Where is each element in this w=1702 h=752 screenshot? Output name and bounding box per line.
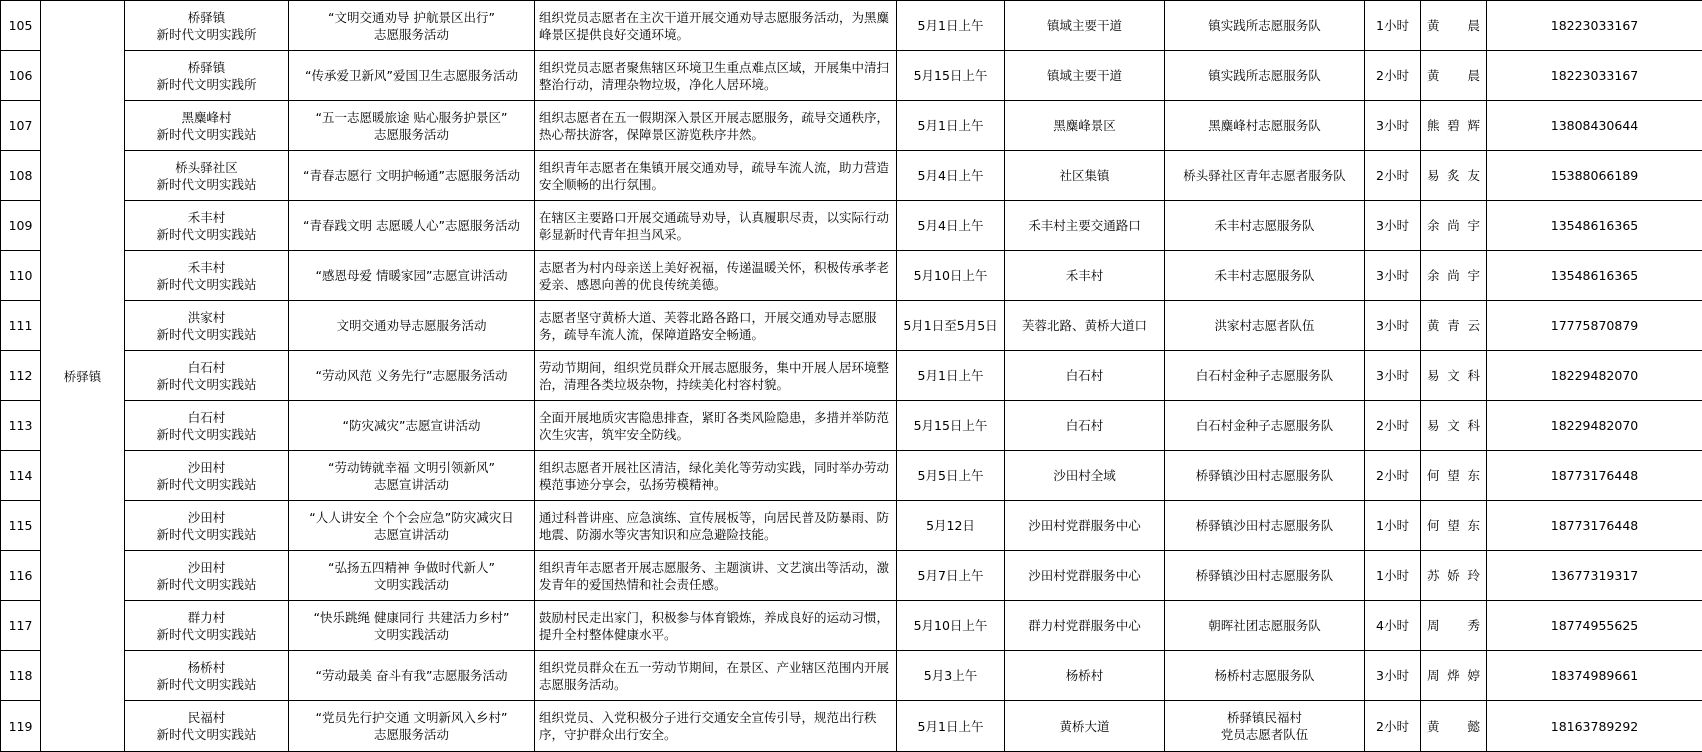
unit-cell: 桥驿镇 新时代文明实践所 xyxy=(125,51,289,101)
time-cell: 5月4日上午 xyxy=(897,151,1005,201)
unit-cell: 沙田村 新时代文明实践站 xyxy=(125,501,289,551)
duration-cell: 3小时 xyxy=(1365,251,1421,301)
seq-cell: 116 xyxy=(1,551,41,601)
team-cell: 桥驿镇沙田村志愿服务队 xyxy=(1165,551,1365,601)
seq-cell: 119 xyxy=(1,701,41,752)
contact-cell: 熊碧辉 xyxy=(1421,101,1487,151)
time-cell: 5月1日至5月5日 xyxy=(897,301,1005,351)
unit-cell: 黑麋峰村 新时代文明实践站 xyxy=(125,101,289,151)
place-cell: 沙田村全域 xyxy=(1005,451,1165,501)
duration-cell: 3小时 xyxy=(1365,201,1421,251)
place-cell: 群力村党群服务中心 xyxy=(1005,601,1165,651)
unit-cell: 桥头驿社区 新时代文明实践站 xyxy=(125,151,289,201)
phone-cell: 17775870879 xyxy=(1487,301,1702,351)
table-row xyxy=(1,601,1702,651)
activity-cell: “青春志愿行 文明护畅通”志愿服务活动 xyxy=(289,151,535,201)
seq-cell: 113 xyxy=(1,401,41,451)
duration-cell: 2小时 xyxy=(1365,401,1421,451)
content-cell: 组织志愿者在五一假期深入景区开展志愿服务，疏导交通秩序，热心帮扶游客，保障景区游览秩序井然。 xyxy=(535,101,897,151)
table-row xyxy=(1,701,1702,752)
contact-cell: 黄晨 xyxy=(1421,1,1487,51)
contact-cell: 黄懿 xyxy=(1421,701,1487,752)
duration-cell: 3小时 xyxy=(1365,651,1421,701)
duration-cell: 4小时 xyxy=(1365,601,1421,651)
table-row xyxy=(1,151,1702,201)
phone-cell: 18223033167 xyxy=(1487,51,1702,101)
table-row xyxy=(1,501,1702,551)
team-cell: 桥驿镇民福村 党员志愿者队伍 xyxy=(1165,701,1365,752)
phone-cell: 18773176448 xyxy=(1487,501,1702,551)
team-cell: 白石村金种子志愿服务队 xyxy=(1165,401,1365,451)
activity-cell: “五一志愿暖旅途 贴心服务护景区” 志愿服务活动 xyxy=(289,101,535,151)
table-row xyxy=(1,401,1702,451)
unit-cell: 民福村 新时代文明实践站 xyxy=(125,701,289,752)
content-cell: 组织党员志愿者聚焦辖区环境卫生重点难点区域，开展集中清扫整治行动，清理杂物垃圾，净化人居环境。 xyxy=(535,51,897,101)
duration-cell: 1小时 xyxy=(1365,501,1421,551)
duration-cell: 3小时 xyxy=(1365,351,1421,401)
duration-cell: 3小时 xyxy=(1365,301,1421,351)
activity-cell: 文明交通劝导志愿服务活动 xyxy=(289,301,535,351)
content-cell: 通过科普讲座、应急演练、宣传展板等，向居民普及防暴雨、防地震、防溺水等灾害知识和应急避险技能。 xyxy=(535,501,897,551)
team-cell: 桥驿镇沙田村志愿服务队 xyxy=(1165,501,1365,551)
phone-cell: 18229482070 xyxy=(1487,351,1702,401)
unit-cell: 白石村 新时代文明实践站 xyxy=(125,351,289,401)
seq-cell: 117 xyxy=(1,601,41,651)
seq-cell: 114 xyxy=(1,451,41,501)
table-row xyxy=(1,551,1702,601)
seq-cell: 118 xyxy=(1,651,41,701)
team-cell: 禾丰村志愿服务队 xyxy=(1165,201,1365,251)
place-cell: 黑麋峰景区 xyxy=(1005,101,1165,151)
contact-cell: 余尚宇 xyxy=(1421,201,1487,251)
contact-cell: 苏娇玲 xyxy=(1421,551,1487,601)
phone-cell: 18229482070 xyxy=(1487,401,1702,451)
activity-cell: “防灾减灾”志愿宣讲活动 xyxy=(289,401,535,451)
phone-cell: 15388066189 xyxy=(1487,151,1702,201)
unit-cell: 白石村 新时代文明实践站 xyxy=(125,401,289,451)
place-cell: 黄桥大道 xyxy=(1005,701,1165,752)
time-cell: 5月15日上午 xyxy=(897,51,1005,101)
content-cell: 志愿者为村内母亲送上美好祝福，传递温暖关怀，积极传承孝老爱亲、感恩向善的优良传统美德。 xyxy=(535,251,897,301)
unit-cell: 杨桥村 新时代文明实践站 xyxy=(125,651,289,701)
contact-cell: 周烨婷 xyxy=(1421,651,1487,701)
phone-cell: 13548616365 xyxy=(1487,201,1702,251)
team-cell: 桥驿镇沙田村志愿服务队 xyxy=(1165,451,1365,501)
activity-cell: “青春践文明 志愿暖人心”志愿服务活动 xyxy=(289,201,535,251)
activity-cell: “文明交通劝导 护航景区出行” 志愿服务活动 xyxy=(289,1,535,51)
contact-cell: 周秀 xyxy=(1421,601,1487,651)
seq-cell: 106 xyxy=(1,51,41,101)
duration-cell: 1小时 xyxy=(1365,551,1421,601)
team-cell: 黑麋峰村志愿服务队 xyxy=(1165,101,1365,151)
activity-cell: “快乐跳绳 健康同行 共建活力乡村” 文明实践活动 xyxy=(289,601,535,651)
seq-cell: 115 xyxy=(1,501,41,551)
team-cell: 禾丰村志愿服务队 xyxy=(1165,251,1365,301)
duration-cell: 1小时 xyxy=(1365,1,1421,51)
activity-cell: “劳动最美 奋斗有我”志愿服务活动 xyxy=(289,651,535,701)
content-cell: 全面开展地质灾害隐患排查，紧盯各类风险隐患，多措并举防范次生灾害，筑牢安全防线。 xyxy=(535,401,897,451)
contact-cell: 易炙友 xyxy=(1421,151,1487,201)
unit-cell: 群力村 新时代文明实践站 xyxy=(125,601,289,651)
table-row xyxy=(1,301,1702,351)
content-cell: 组织党员志愿者在主次干道开展交通劝导志愿服务活动，为黑麋峰景区提供良好交通环境。 xyxy=(535,1,897,51)
content-cell: 组织志愿者开展社区清洁，绿化美化等劳动实践，同时举办劳动模范事迹分享会，弘扬劳模精神。 xyxy=(535,451,897,501)
contact-cell: 余尚宇 xyxy=(1421,251,1487,301)
seq-cell: 111 xyxy=(1,301,41,351)
team-cell: 镇实践所志愿服务队 xyxy=(1165,51,1365,101)
table-row xyxy=(1,351,1702,401)
time-cell: 5月7日上午 xyxy=(897,551,1005,601)
town-cell: 桥驿镇 xyxy=(41,1,125,752)
duration-cell: 2小时 xyxy=(1365,151,1421,201)
place-cell: 禾丰村 xyxy=(1005,251,1165,301)
table-row xyxy=(1,1,1702,51)
time-cell: 5月10日上午 xyxy=(897,601,1005,651)
time-cell: 5月12日 xyxy=(897,501,1005,551)
phone-cell: 18374989661 xyxy=(1487,651,1702,701)
unit-cell: 桥驿镇 新时代文明实践所 xyxy=(125,1,289,51)
seq-cell: 109 xyxy=(1,201,41,251)
seq-cell: 108 xyxy=(1,151,41,201)
phone-cell: 18223033167 xyxy=(1487,1,1702,51)
table-row xyxy=(1,101,1702,151)
table-row xyxy=(1,201,1702,251)
seq-cell: 112 xyxy=(1,351,41,401)
time-cell: 5月1日上午 xyxy=(897,1,1005,51)
team-cell: 镇实践所志愿服务队 xyxy=(1165,1,1365,51)
phone-cell: 13548616365 xyxy=(1487,251,1702,301)
duration-cell: 2小时 xyxy=(1365,701,1421,752)
content-cell: 鼓励村民走出家门，积极参与体育锻炼，养成良好的运动习惯，提升全村整体健康水平。 xyxy=(535,601,897,651)
contact-cell: 黄晨 xyxy=(1421,51,1487,101)
seq-cell: 110 xyxy=(1,251,41,301)
place-cell: 白石村 xyxy=(1005,351,1165,401)
time-cell: 5月5日上午 xyxy=(897,451,1005,501)
unit-cell: 沙田村 新时代文明实践站 xyxy=(125,451,289,501)
phone-cell: 18163789292 xyxy=(1487,701,1702,752)
table-body xyxy=(1,1,1702,752)
time-cell: 5月1日上午 xyxy=(897,351,1005,401)
place-cell: 社区集镇 xyxy=(1005,151,1165,201)
content-cell: 组织青年志愿者开展志愿服务、主题演讲、文艺演出等活动，激发青年的爱国热情和社会责任感。 xyxy=(535,551,897,601)
team-cell: 桥头驿社区青年志愿者服务队 xyxy=(1165,151,1365,201)
table-row xyxy=(1,251,1702,301)
time-cell: 5月4日上午 xyxy=(897,201,1005,251)
time-cell: 5月1日上午 xyxy=(897,701,1005,752)
contact-cell: 黄青云 xyxy=(1421,301,1487,351)
unit-cell: 沙田村 新时代文明实践站 xyxy=(125,551,289,601)
content-cell: 组织青年志愿者在集镇开展交通劝导，疏导车流人流，助力营造安全顺畅的出行氛围。 xyxy=(535,151,897,201)
place-cell: 沙田村党群服务中心 xyxy=(1005,501,1165,551)
place-cell: 白石村 xyxy=(1005,401,1165,451)
unit-cell: 禾丰村 新时代文明实践站 xyxy=(125,251,289,301)
table-row xyxy=(1,651,1702,701)
phone-cell: 13808430644 xyxy=(1487,101,1702,151)
contact-cell: 易文科 xyxy=(1421,401,1487,451)
phone-cell: 13677319317 xyxy=(1487,551,1702,601)
content-cell: 组织党员群众在五一劳动节期间，在景区、产业辖区范围内开展志愿服务活动。 xyxy=(535,651,897,701)
activity-cell: “党员先行护交通 文明新风入乡村” 志愿服务活动 xyxy=(289,701,535,752)
place-cell: 杨桥村 xyxy=(1005,651,1165,701)
seq-cell: 107 xyxy=(1,101,41,151)
activity-cell: “劳动风范 义务先行”志愿服务活动 xyxy=(289,351,535,401)
place-cell: 沙田村党群服务中心 xyxy=(1005,551,1165,601)
content-cell: 志愿者坚守黄桥大道、芙蓉北路各路口，开展交通劝导志愿服务，疏导车流人流，保障道路安全畅通。 xyxy=(535,301,897,351)
phone-cell: 18774955625 xyxy=(1487,601,1702,651)
time-cell: 5月3上午 xyxy=(897,651,1005,701)
contact-cell: 易文科 xyxy=(1421,351,1487,401)
duration-cell: 2小时 xyxy=(1365,451,1421,501)
time-cell: 5月1日上午 xyxy=(897,101,1005,151)
activity-cell: “感恩母爱 情暖家园”志愿宣讲活动 xyxy=(289,251,535,301)
duration-cell: 2小时 xyxy=(1365,51,1421,101)
place-cell: 禾丰村主要交通路口 xyxy=(1005,201,1165,251)
team-cell: 杨桥村志愿服务队 xyxy=(1165,651,1365,701)
content-cell: 在辖区主要路口开展交通疏导劝导，认真履职尽责，以实际行动彰显新时代青年担当风采。 xyxy=(535,201,897,251)
duration-cell: 3小时 xyxy=(1365,101,1421,151)
team-cell: 朝晖社团志愿服务队 xyxy=(1165,601,1365,651)
phone-cell: 18773176448 xyxy=(1487,451,1702,501)
activity-cell: “人人讲安全 个个会应急”防灾减灾日 志愿宣讲活动 xyxy=(289,501,535,551)
table-row xyxy=(1,51,1702,101)
content-cell: 组织党员、入党积极分子进行交通安全宣传引导，规范出行秩序，守护群众出行安全。 xyxy=(535,701,897,752)
contact-cell: 何望东 xyxy=(1421,451,1487,501)
place-cell: 镇域主要干道 xyxy=(1005,51,1165,101)
activity-cell: “弘扬五四精神 争做时代新人” 文明实践活动 xyxy=(289,551,535,601)
place-cell: 芙蓉北路、黄桥大道口 xyxy=(1005,301,1165,351)
team-cell: 白石村金种子志愿服务队 xyxy=(1165,351,1365,401)
contact-cell: 何望东 xyxy=(1421,501,1487,551)
unit-cell: 洪家村 新时代文明实践站 xyxy=(125,301,289,351)
activity-cell: “传承爱卫新风”爱国卫生志愿服务活动 xyxy=(289,51,535,101)
content-cell: 劳动节期间，组织党员群众开展志愿服务，集中开展人居环境整治，清理各类垃圾杂物，持续美化村容村貌。 xyxy=(535,351,897,401)
activity-cell: “劳动铸就幸福 文明引领新风” 志愿宣讲活动 xyxy=(289,451,535,501)
seq-cell: 105 xyxy=(1,1,41,51)
place-cell: 镇域主要干道 xyxy=(1005,1,1165,51)
team-cell: 洪家村志愿者队伍 xyxy=(1165,301,1365,351)
table-row xyxy=(1,451,1702,501)
time-cell: 5月10日上午 xyxy=(897,251,1005,301)
unit-cell: 禾丰村 新时代文明实践站 xyxy=(125,201,289,251)
time-cell: 5月15日上午 xyxy=(897,401,1005,451)
